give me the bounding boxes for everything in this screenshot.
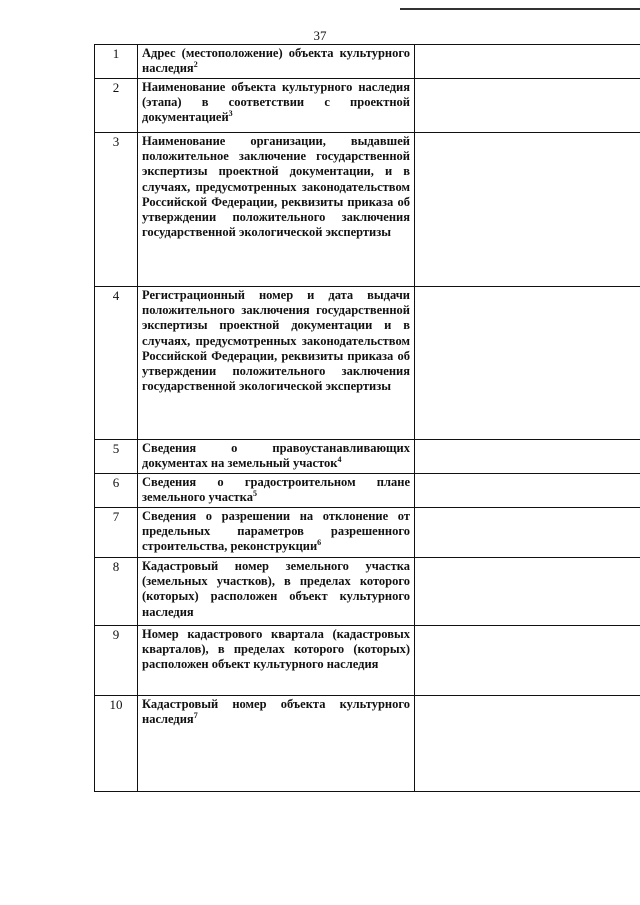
row-number: 6 <box>95 474 138 508</box>
row-number: 3 <box>95 133 138 287</box>
row-value <box>415 696 640 792</box>
row-value <box>415 79 640 133</box>
row-number: 2 <box>95 79 138 133</box>
row-label <box>138 508 415 558</box>
row-label-text: Сведения о правоустанавливающих документах на земельный участок <box>142 441 410 471</box>
table-row <box>95 696 640 792</box>
row-value <box>415 558 640 626</box>
row-value <box>415 626 640 696</box>
footnote-marker: 3 <box>228 109 233 119</box>
row-value <box>415 440 640 474</box>
footnote-marker: 2 <box>193 60 198 70</box>
footnote-marker: 4 <box>337 455 342 465</box>
row-label <box>138 440 415 474</box>
row-value <box>415 287 640 440</box>
row-label-text: Наименование объекта культурного наследия (этапа) в соответствии с проектной документацией <box>142 80 410 125</box>
table-row <box>95 474 640 508</box>
row-value <box>415 474 640 508</box>
row-value <box>415 133 640 287</box>
row-label <box>138 45 415 79</box>
table-row <box>95 287 640 440</box>
row-label-text: Регистрационный номер и дата выдачи положительного заключения государственной экспертизы проектной документации и в случаях, предусмотренных законодательством Российской Федерации, реквизиты приказа об утверждении положительного заключения государственной экологической экспертизы <box>142 288 410 394</box>
row-label-text: Наименование организации, выдавшей положительное заключение государственной экспертизы проектной документации, и в случаях, предусмотренных законодательством Российской Федерации, реквизиты приказа об утверждении положительного заключения государственной экологической экспертизы <box>142 134 410 240</box>
row-number: 9 <box>95 626 138 696</box>
row-label-text: Кадастровый номер земельного участка (земельных участков), в пределах которого (которых) расположен объект культурного наследия <box>142 559 410 619</box>
row-label-text: Адрес (местоположение) объекта культурного наследия <box>142 46 410 76</box>
table-row <box>95 626 640 696</box>
row-label <box>138 558 415 626</box>
row-label <box>138 626 415 696</box>
table-row <box>95 508 640 558</box>
row-label <box>138 474 415 508</box>
row-number: 4 <box>95 287 138 440</box>
row-number: 1 <box>95 45 138 79</box>
footnote-marker: 5 <box>252 489 257 499</box>
row-number: 10 <box>95 696 138 792</box>
row-label <box>138 287 415 440</box>
table-row <box>95 79 640 133</box>
row-label <box>138 133 415 287</box>
table-row <box>95 133 640 287</box>
table-row <box>95 558 640 626</box>
table-row <box>95 45 640 79</box>
row-number: 5 <box>95 440 138 474</box>
row-number: 8 <box>95 558 138 626</box>
document-table <box>94 44 640 792</box>
top-rule <box>400 8 640 10</box>
footnote-marker: 6 <box>317 538 322 548</box>
row-value <box>415 45 640 79</box>
row-label-text: Номер кадастрового квартала (кадастровых кварталов), в пределах которого (которых) расположен объект культурного наследия <box>142 627 410 672</box>
row-label-text: Сведения о градостроительном плане земельного участка <box>142 475 410 505</box>
row-value <box>415 508 640 558</box>
page-number: 37 <box>313 28 327 43</box>
table-row <box>95 440 640 474</box>
row-label <box>138 79 415 133</box>
footnote-marker: 7 <box>193 711 198 721</box>
row-label <box>138 696 415 792</box>
row-label-text: Сведения о разрешении на отклонение от предельных параметров разрешенного строительства, реконструкции <box>142 509 410 554</box>
row-label-text: Кадастровый номер объекта культурного наследия <box>142 697 410 727</box>
row-number: 7 <box>95 508 138 558</box>
